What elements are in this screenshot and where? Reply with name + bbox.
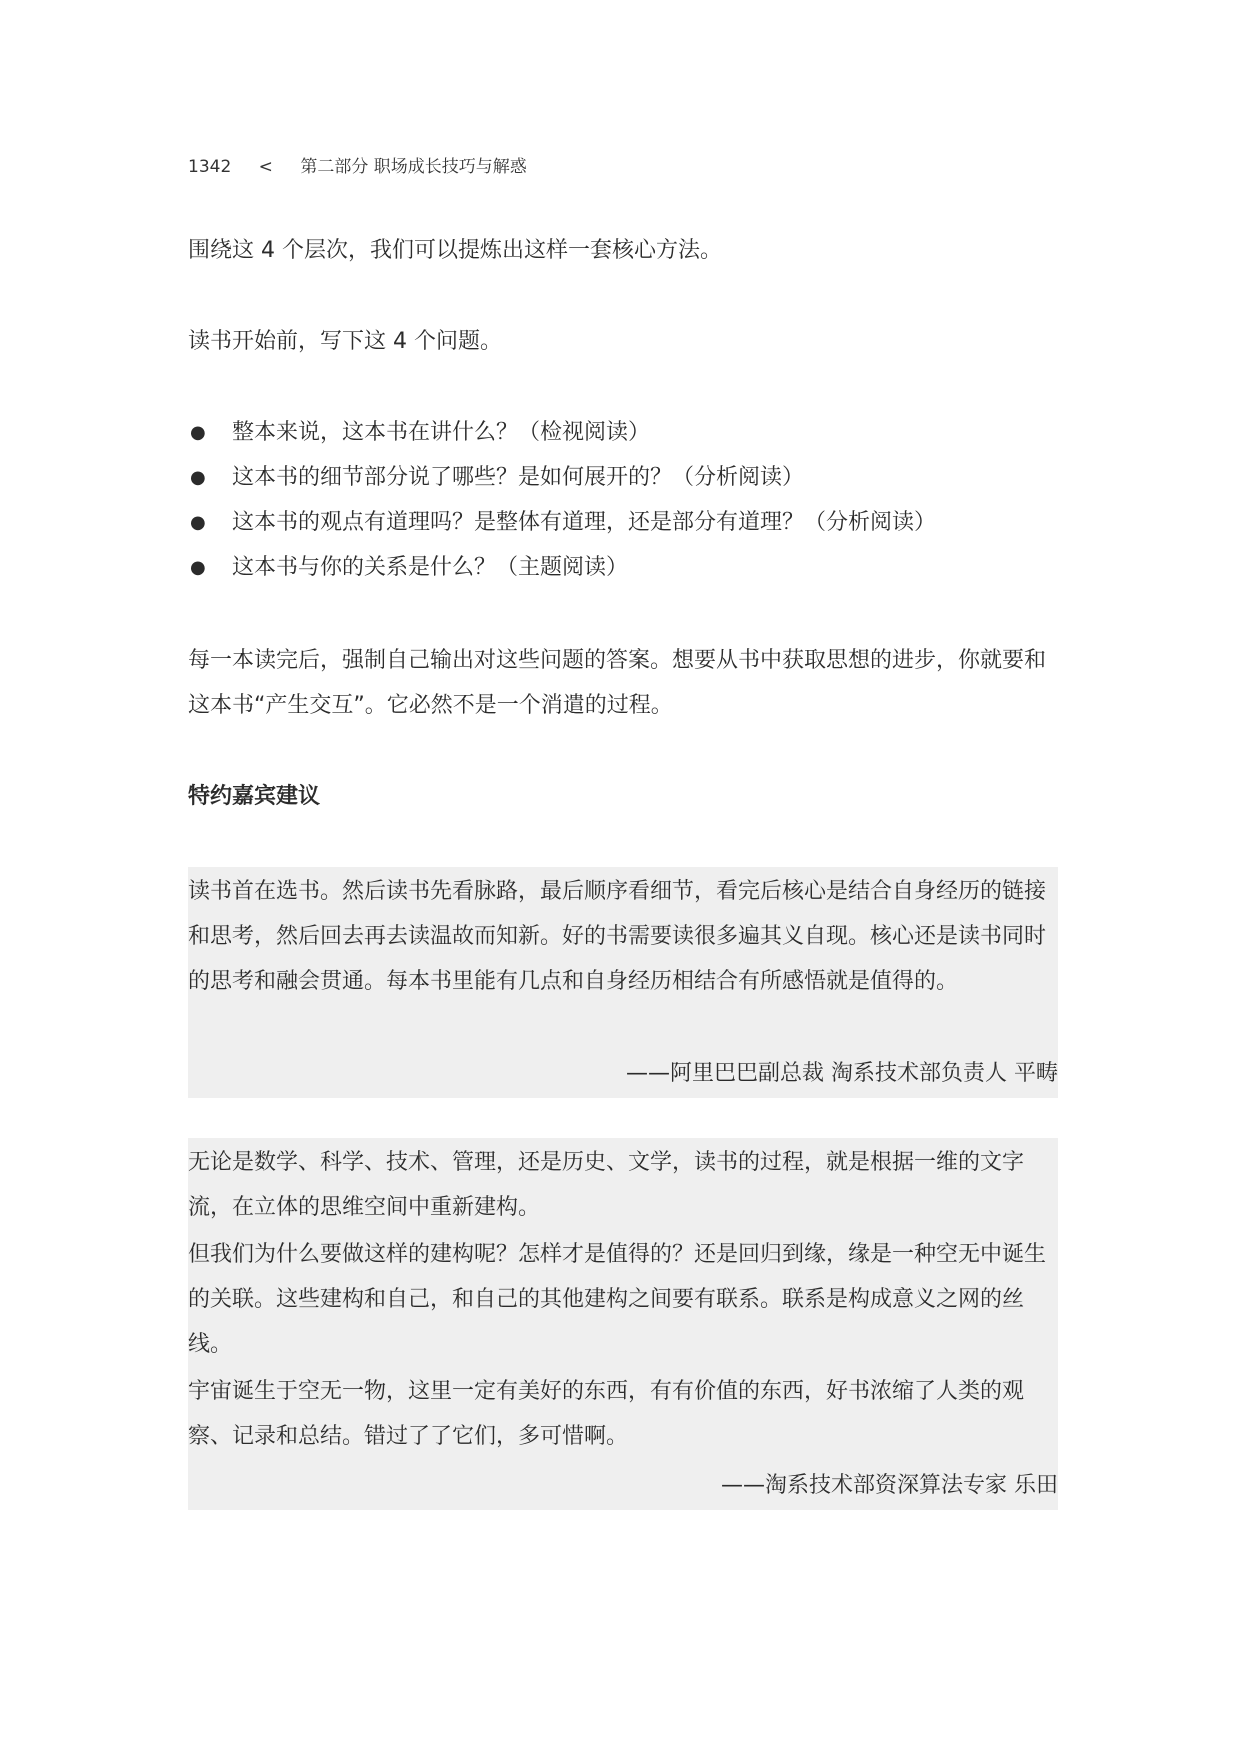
guest-quote-box [188,867,1058,1098]
bullet-icon: ● [190,422,206,443]
intro-paragraph: 围绕这 4 个层次，我们可以提炼出这样一套核心方法。 [188,238,722,263]
conclusion-paragraph: 每一本读完后，强制自己输出对这些问题的答案。想要从书中获取思想的进步，你就要和这本书“产生交互”。它必然不是一个消遣的过程。 [188,648,1047,718]
quote-text: 但我们为什么要做这样的建构呢？怎样才是值得的？还是回归到缘，缘是一种空无中诞生的关联。这些建构和自己，和自己的其他建构之间要有联系。联系是构成意义之网的丝线。 [188,1242,1047,1357]
question-text: 整本来说，这本书在讲什么？（检视阅读） [232,420,651,445]
page-number: 1342 [188,157,232,177]
list-item [188,500,1058,545]
question-text: 这本书的细节部分说了哪些？是如何展开的？（分析阅读） [232,465,805,490]
quote-text: 宇宙诞生于空无一物，这里一定有美好的东西，有有价值的东西，好书浓缩了人类的观察、记录和总结。错过了了它们，多可惜啊。 [188,1379,1025,1449]
list-item [188,455,1058,500]
guest-heading: 特约嘉宾建议 [188,784,321,809]
lead-paragraph: 读书开始前，写下这 4 个问题。 [188,329,502,354]
page-header [188,152,527,177]
guest-quote-box [188,1138,1058,1510]
section-title: 第二部分 职场成长技巧与解惑 [300,157,527,177]
bullet-icon: ● [190,557,206,578]
question-text: 这本书与你的关系是什么？（主题阅读） [232,555,629,580]
quote-source: ——淘系技术部资深算法专家 乐田 [721,1473,1058,1498]
list-item [188,545,1058,590]
question-text: 这本书的观点有道理吗？是整体有道理，还是部分有道理？（分析阅读） [232,510,937,535]
question-list [188,410,1058,590]
quote-source: ——阿里巴巴副总裁 淘系技术部负责人 平畴 [626,1061,1058,1086]
back-chevron-icon: < [258,157,273,177]
quote-text: 无论是数学、科学、技术、管理，还是历史、文学，读书的过程，就是根据一维的文字流，在立体的思维空间中重新建构。 [188,1150,1025,1220]
bullet-icon: ● [190,467,206,488]
list-item [188,410,1058,455]
quote-text: 读书首在选书。然后读书先看脉路，最后顺序看细节，看完后核心是结合自身经历的链接和思考，然后回去再去读温故而知新。好的书需要读很多遍其义自现。核心还是读书同时的思考和融会贯通。每本书里能有几点和自身经历相结合有所感悟就是值得的。 [188,879,1047,994]
bullet-icon: ● [190,512,206,533]
